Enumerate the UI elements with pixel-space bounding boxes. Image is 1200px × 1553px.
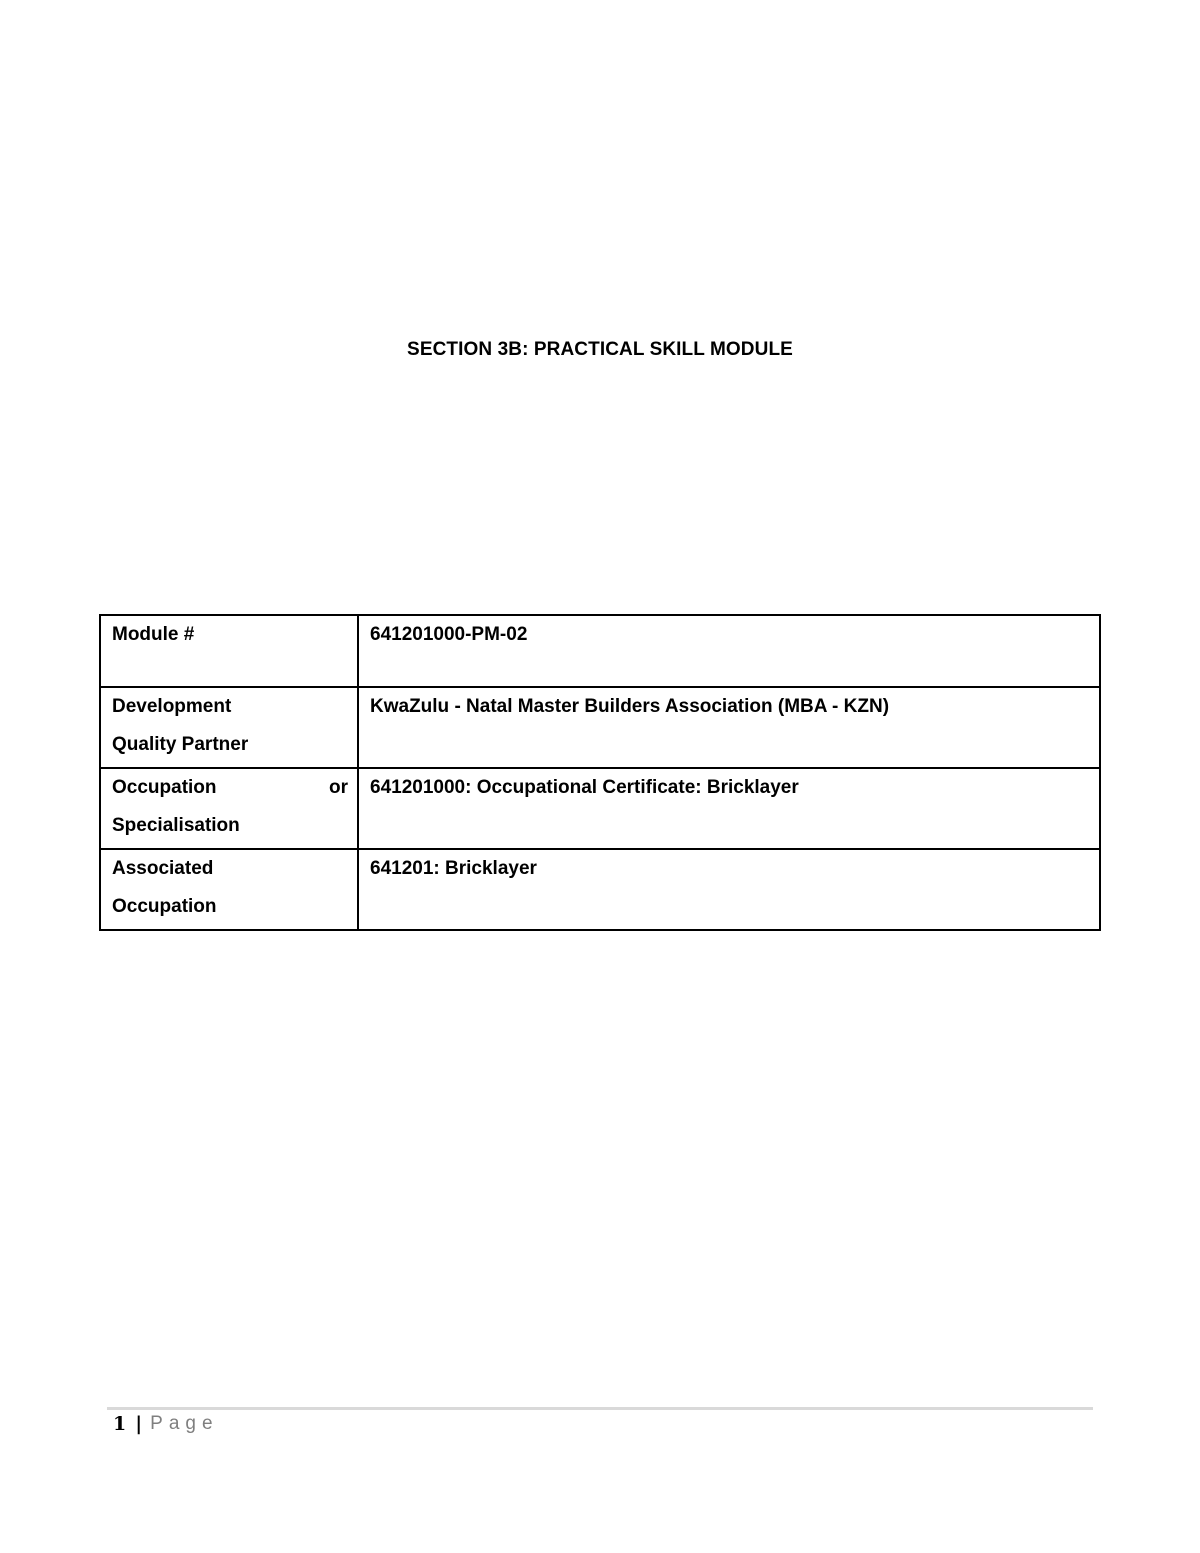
value-text: 641201000-PM-02 xyxy=(370,624,528,645)
value-text: 641201000: Occupational Certificate: Bricklayer xyxy=(370,777,799,798)
label-text: Associated xyxy=(112,858,214,879)
table-row xyxy=(100,768,1100,849)
value-cell xyxy=(358,615,1100,687)
table-row xyxy=(100,849,1100,930)
label-cell xyxy=(100,687,358,768)
value-text: 641201: Bricklayer xyxy=(370,858,537,879)
table-row xyxy=(100,687,1100,768)
label-cell xyxy=(100,768,358,849)
page-label: Page xyxy=(150,1413,219,1434)
label-text: Module # xyxy=(112,624,195,645)
page-title: SECTION 3B: PRACTICAL SKILL MODULE xyxy=(407,339,793,360)
label-line xyxy=(112,772,348,810)
footer-divider xyxy=(107,1407,1093,1410)
footer-separator: | xyxy=(135,1413,143,1435)
value-cell xyxy=(358,687,1100,768)
label-text: Occupation xyxy=(112,896,217,917)
label-text: or xyxy=(329,777,348,798)
label-cell xyxy=(100,615,358,687)
label-text: Quality Partner xyxy=(112,734,249,755)
value-text: KwaZulu - Natal Master Builders Association (MBA - KZN) xyxy=(370,696,890,717)
value-cell xyxy=(358,768,1100,849)
label-text: Development xyxy=(112,696,232,717)
page-footer xyxy=(113,1413,219,1435)
table-row xyxy=(100,615,1100,687)
label-text: Occupation xyxy=(112,777,217,798)
page-number: 1 xyxy=(113,1413,127,1435)
module-info-table xyxy=(99,614,1101,931)
value-cell xyxy=(358,849,1100,930)
label-text: Specialisation xyxy=(112,815,240,836)
label-cell xyxy=(100,849,358,930)
